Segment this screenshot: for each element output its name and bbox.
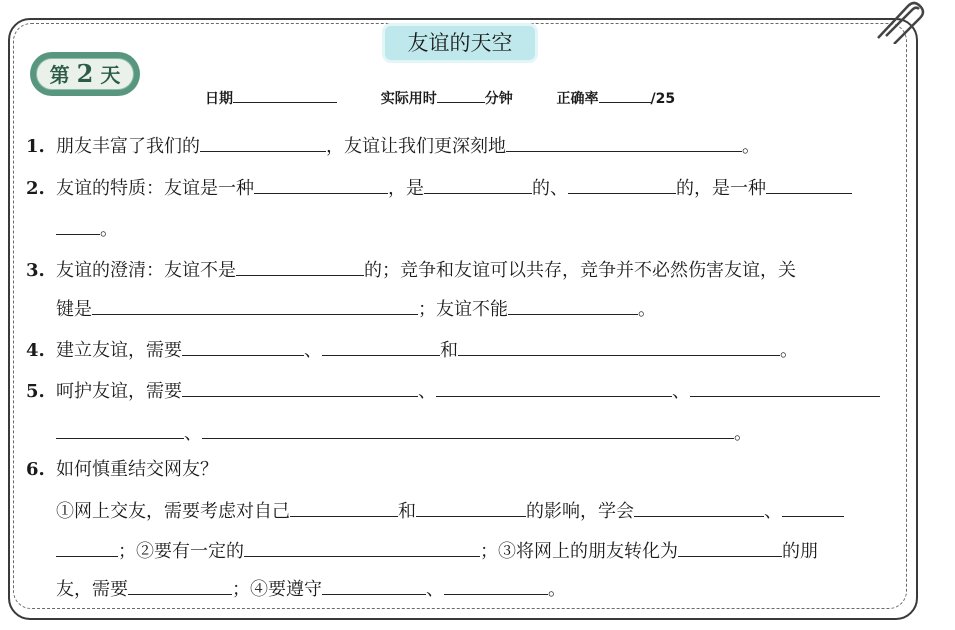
question-1 bbox=[26, 133, 760, 159]
question-text: 如何慎重结交网友？ bbox=[56, 459, 218, 480]
question-6-line-3 bbox=[56, 576, 566, 602]
question-text: 友谊的特质：友谊是一种 bbox=[56, 178, 254, 199]
question-text: 、 bbox=[304, 340, 322, 361]
question-number: 6. bbox=[26, 459, 45, 480]
paperclip-icon bbox=[868, 0, 928, 44]
answer-blank[interactable] bbox=[436, 378, 672, 397]
question-6 bbox=[26, 458, 218, 482]
question-6-line-2 bbox=[56, 538, 818, 564]
answer-blank[interactable] bbox=[444, 576, 548, 595]
question-4 bbox=[26, 337, 798, 363]
answer-blank[interactable] bbox=[508, 296, 638, 315]
question-text: ；④要遵守 bbox=[232, 579, 322, 600]
answer-blank[interactable] bbox=[678, 538, 782, 557]
question-number: 1. bbox=[26, 136, 45, 157]
answer-blank[interactable] bbox=[782, 498, 844, 517]
question-text: 友谊的澄清：友谊不是 bbox=[56, 260, 236, 281]
question-text: 。 bbox=[638, 299, 656, 320]
question-text: ①网上交友，需要考虑对自己 bbox=[56, 501, 290, 522]
answer-blank[interactable] bbox=[634, 498, 764, 517]
question-text: 、 bbox=[418, 381, 436, 402]
question-text: ；③将网上的朋友转化为 bbox=[480, 541, 678, 562]
question-text: 、 bbox=[184, 423, 202, 444]
answer-blank[interactable] bbox=[182, 378, 418, 397]
time-label: 实际用时 bbox=[380, 91, 437, 107]
question-number: 2. bbox=[26, 178, 45, 199]
question-number: 4. bbox=[26, 340, 45, 361]
question-text: 。 bbox=[734, 423, 752, 444]
answer-blank[interactable] bbox=[56, 216, 100, 235]
question-text: 和 bbox=[398, 501, 416, 522]
answer-blank[interactable] bbox=[128, 576, 232, 595]
question-text: 朋友丰富了我们的 bbox=[56, 136, 200, 157]
day-number: 2 bbox=[76, 59, 94, 88]
answer-blank[interactable] bbox=[322, 337, 440, 356]
question-text: 友，需要 bbox=[56, 579, 128, 600]
answer-blank[interactable] bbox=[182, 337, 304, 356]
question-number: 5. bbox=[26, 381, 45, 402]
question-text: 建立友谊，需要 bbox=[56, 340, 182, 361]
question-text: 。 bbox=[548, 579, 566, 600]
question-text: 。 bbox=[742, 136, 760, 157]
answer-blank[interactable] bbox=[56, 538, 118, 557]
question-text: 。 bbox=[100, 219, 118, 240]
question-5-cont bbox=[56, 420, 752, 446]
question-text: 呵护友谊，需要 bbox=[56, 381, 182, 402]
question-number: 3. bbox=[26, 260, 45, 281]
answer-blank[interactable] bbox=[244, 538, 480, 557]
question-text: 、 bbox=[426, 579, 444, 600]
question-text: ；友谊不能 bbox=[418, 299, 508, 320]
question-2 bbox=[26, 175, 852, 201]
question-text: 的；竞争和友谊可以共存，竞争并不必然伤害友谊，关 bbox=[364, 260, 796, 281]
time-blank[interactable] bbox=[437, 88, 485, 103]
meta-row bbox=[205, 88, 675, 108]
question-text: 、 bbox=[764, 501, 782, 522]
answer-blank[interactable] bbox=[766, 175, 852, 194]
question-3 bbox=[26, 257, 796, 283]
answer-blank[interactable] bbox=[254, 175, 388, 194]
answer-blank[interactable] bbox=[690, 378, 880, 397]
question-text: 。 bbox=[780, 340, 798, 361]
date-blank[interactable] bbox=[233, 88, 337, 103]
answer-blank[interactable] bbox=[416, 498, 526, 517]
accuracy-total: /25 bbox=[650, 91, 676, 107]
accuracy-blank[interactable] bbox=[599, 88, 651, 103]
question-2-cont bbox=[56, 216, 118, 242]
time-unit: 分钟 bbox=[484, 91, 513, 107]
date-label: 日期 bbox=[205, 91, 233, 107]
answer-blank[interactable] bbox=[568, 175, 676, 194]
answer-blank[interactable] bbox=[92, 296, 418, 315]
answer-blank[interactable] bbox=[202, 420, 734, 439]
day-badge bbox=[30, 52, 140, 96]
page-title: 友谊的天空 bbox=[385, 26, 535, 60]
answer-blank[interactable] bbox=[322, 576, 426, 595]
day-prefix: 第 bbox=[49, 63, 70, 87]
answer-blank[interactable] bbox=[236, 257, 364, 276]
answer-blank[interactable] bbox=[56, 420, 184, 439]
question-text: 、 bbox=[672, 381, 690, 402]
answer-blank[interactable] bbox=[290, 498, 398, 517]
accuracy-label: 正确率 bbox=[556, 91, 599, 107]
question-text: ，友谊让我们更深刻地 bbox=[326, 136, 506, 157]
question-6-line-1 bbox=[56, 498, 844, 524]
answer-blank[interactable] bbox=[458, 337, 780, 356]
question-text: 的，是一种 bbox=[676, 178, 766, 199]
question-text: 的、 bbox=[532, 178, 568, 199]
question-text: 和 bbox=[440, 340, 458, 361]
question-text: 键是 bbox=[56, 299, 92, 320]
question-text: 的影响，学会 bbox=[526, 501, 634, 522]
day-suffix: 天 bbox=[100, 63, 121, 87]
question-text: ；②要有一定的 bbox=[118, 541, 244, 562]
question-text: ，是 bbox=[388, 178, 424, 199]
question-text: 的朋 bbox=[782, 541, 818, 562]
question-5 bbox=[26, 378, 880, 404]
answer-blank[interactable] bbox=[200, 133, 326, 152]
question-3-cont bbox=[56, 296, 656, 322]
answer-blank[interactable] bbox=[424, 175, 532, 194]
answer-blank[interactable] bbox=[506, 133, 742, 152]
